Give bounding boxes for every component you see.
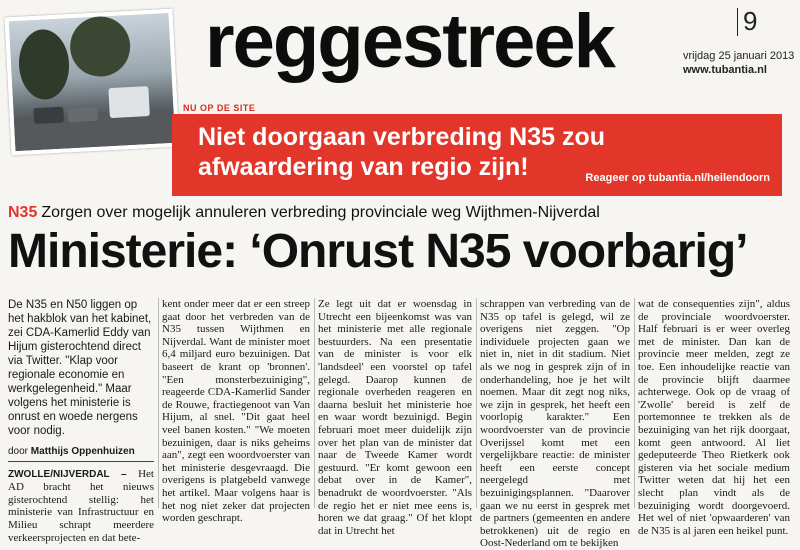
van-shape <box>108 86 150 118</box>
kicker-text: Zorgen over mogelijk annuleren verbreding provinciale weg Wijthmen-Nijverdal <box>41 204 600 221</box>
road-photo <box>5 9 180 156</box>
article-dateline: ZWOLLE/NIJVERDAL – <box>8 468 127 480</box>
article-column-4 <box>480 298 630 550</box>
column-3-text: Ze legt uit dat er woensdag in Utrecht een bijeenkomst was van het ministerie met alle regionale bestuurders. Na een presentatie van de minister is voor elk 'landsdeel' een voorstel op tafel gelegd. Daarop kunnen de regionale overheden reageren en daarna besluit het ministerie hoe en waar wordt bezuinigd. Begin februari moet meer duidelijk zijn over het plan van de minister dat naar de Tweede Kamer wordt gestuurd. "Er komt gewoon een debat over in de Kamer", benadrukt de woordvoerster. "Als de regio het er niet mee eens is, horen we dat graag." Of het klopt dat in Utrecht het <box>318 298 472 537</box>
article-lead: De N35 en N50 liggen op het hakblok van het kabinet, zei CDA-Kamerlid Eddy van Hijum gisterochtend direct via Twitter. "Klap voor regionale economie en werkgelegenheid." Maar volgens het ministerie is onrust en woede nergens voor nodig. <box>8 299 152 437</box>
tree-shape <box>69 15 132 78</box>
car-shape <box>67 107 98 123</box>
article-kicker <box>8 204 600 222</box>
article-column-1 <box>8 298 154 544</box>
section-masthead: reggestreek <box>205 0 614 84</box>
article-byline <box>8 446 154 462</box>
banner-headline: Niet doorgaan verbreding N35 zou afwaardering van regio zijn! <box>198 123 606 181</box>
column-rule <box>314 298 315 508</box>
site-tag: NU OP DE SITE <box>183 103 256 113</box>
article-title: Ministerie: ‘Onrust N35 voorbarig’ <box>8 225 748 278</box>
page-divider <box>737 8 738 36</box>
article-opening <box>8 468 154 545</box>
column-rule <box>476 298 477 508</box>
website-url: www.tubantia.nl <box>683 64 767 76</box>
promo-banner <box>172 114 782 196</box>
tree-shape <box>17 28 71 101</box>
banner-cta: Reageer op tubantia.nl/heilendoorn <box>585 172 770 184</box>
article-column-3 <box>318 298 472 537</box>
car-shape <box>33 107 64 125</box>
column-5-text: wat de consequenties zijn", aldus de provinciale woordvoerster. Half februari is er weer overleg met de minister. Dan kan de provincie meer melden, zegt ze toe. Een inhoudelijke reactie van de provincie blijft daarmee achterwege. Ook op de vraag of 'Zwolle' bereid is zelf de portemonnee te trekken als de bezuiniging van het rijk doorgaat, komt geen antwoord. Al liet gedeputeerde Theo Rietkerk ook gisteren via het sociale medium Twitter weten dat hij het een slecht plan vindt als de bezuiniging wordt doorgevoerd. Het wel of niet 'opwaarderen' van de N35 is al jaren een heikel punt. <box>638 298 790 537</box>
article-column-5 <box>638 298 790 537</box>
article-body-start: Het AD bracht het nieuws gisterochtend stellig: het ministerie van Infrastructuur en Milieu schrapt meerdere verkeersprojecten en dat bete- <box>8 467 154 544</box>
column-2-text: kent onder meer dat er een streep gaat door het verbreden van de N35 tussen Wijthmen en Nijverdal. Want de minister moet 6,4 miljard euro bezuinigen. Dat baseert de krant op 'bronnen'. "Een monsterbezuiniging", reageerde CDA-Kamerlid Sander de Rouwe, fractiegenoot van Van Hijum, al snel. "Dit gaat heel veel banen kosten." "We moeten bezuinigen, daar is niks geheims aan", zegt een woordvoerster van het ministerie desgevraagd. Die overigens is platgebeld vanwege het artikel. Maar volgens haar is het nog niet zeker dat projecten worden geschrapt. <box>162 298 310 525</box>
column-4-text: schrappen van verbreding van de N35 op tafel is gelegd, wil ze overigens niet zeggen. "Op individuele projecten gaan we niet in, niet in dit stadium. Niet als we nog in gesprek zijn of in onderhandeling, hoe je het wilt noemen. Maar dit zegt nog niks, we zijn in gesprek, het heeft een voorlopig karakter." Een woordvoerster van de provincie Overijssel komt met een vergelijkbare reactie: de minister heeft een eerste concept neergelegd met bezuinigingsplannen. "Daarover gaan we nu eerst in gesprek met de partners (gemeenten en andere betrokkenen) uit de regio en Oost-Nederland om te bekijken <box>480 298 630 550</box>
article-column-2 <box>162 298 310 525</box>
byline-author: Matthijs Oppenhuizen <box>30 446 135 457</box>
issue-date: vrijdag 25 januari 2013 <box>683 50 795 62</box>
kicker-tag: N35 <box>8 204 38 221</box>
column-rule <box>158 298 159 508</box>
byline-prefix: door <box>8 446 29 457</box>
page-number: 9 <box>743 6 758 36</box>
column-rule <box>634 298 635 508</box>
